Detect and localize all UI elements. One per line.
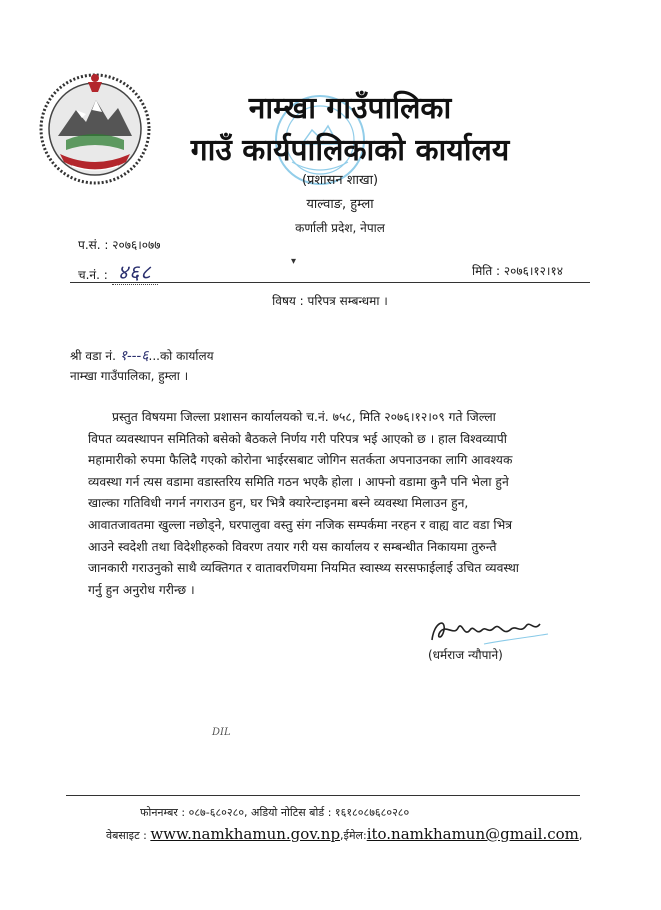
header-divider [70, 282, 590, 283]
body-line: गर्नु हुन अनुरोध गरीन्छ । [88, 582, 195, 597]
margin-note: DIL [212, 727, 231, 738]
date-label: मिति : [472, 264, 501, 278]
date-value: २०७६।१२।१४ [503, 264, 563, 278]
footer-divider [66, 795, 580, 796]
nepal-government-emblem [36, 70, 154, 188]
letter-date [472, 262, 563, 279]
dispatch-number-reference [78, 258, 158, 285]
office-name: गाउँ कार्यपालिकाको कार्यालय [190, 133, 510, 168]
cn-value-handwritten: ४६८ [112, 260, 158, 285]
province-country: कर्णाली प्रदेश, नेपाल [295, 221, 385, 235]
scan-mark: ▾ [291, 256, 297, 267]
addressee-suffix: ...को कार्यालय [148, 349, 214, 363]
footer-trailing-comma: , [578, 829, 583, 842]
office-location: याल्वाङ, हुम्ला [306, 197, 374, 212]
ps-value: २०७६।०७७ [112, 238, 161, 252]
addressee-line-2: नाम्खा गाउँपालिका, हुम्ला । [70, 369, 189, 383]
letter-subject: विषय : परिपत्र सम्बन्धमा । [272, 294, 388, 308]
ps-label: प.सं. : [78, 238, 109, 252]
body-line: विपत व्यवस्थापन समितिको बसेको बैठकले निर्णय गरी परिपत्र भई आएको छ । हाल विश्वव्यापी [88, 431, 507, 446]
body-line: व्यवस्था गर्न त्यस वडामा वडास्तरिय समिति गठन भएकै होला । आफ्नो वडामा कुनै पनि भेला हुने [88, 474, 509, 489]
body-line: आउने स्वदेशी तथा विदेशीहरुको विवरण तयार गरी यस कार्यालय र सम्बन्धीत निकायमा तुरुन्तै [88, 539, 497, 554]
email-link[interactable]: ito.namkhamun@gmail.com [366, 825, 579, 843]
signature [424, 610, 554, 650]
municipality-name: नाम्खा गाउँपालिका [248, 91, 452, 126]
body-line: प्रस्तुत विषयमा जिल्ला प्रशासन कार्यालयको च.नं. ७५८, मिति २०७६।१२।०९ गते जिल्ला [112, 410, 496, 424]
addressee-prefix: श्री वडा नं. [70, 349, 116, 363]
ward-number-handwritten: १---६ [119, 348, 149, 364]
footer-contact-numbers: फोननम्बर : ०८७-६८०२८०, अडियो नोटिस बोर्ड : १६१८०८७६८०२८० [140, 806, 410, 819]
cn-label: च.नं. : [78, 268, 108, 282]
branch-name: (प्रशासन शाखा) [301, 173, 379, 188]
footer-web-email [106, 825, 582, 843]
body-line: खाल्का गतिविधी नगर्न नगराउन हुन, घर भित्रै क्यारेन्टाइनमा बस्ने व्यवस्था मिलाउन हुन, [88, 496, 469, 511]
signer-name: (धर्मराज न्यौपाने) [428, 648, 503, 662]
body-line: आवातजावतमा खुल्ला नछोड्ने, घरपालुवा वस्तु संग नजिक सम्पर्कमा नरहन र वाह्य वाट वडा भित्र [88, 517, 513, 532]
email-label: ,ईमेल: [340, 829, 367, 842]
website-label: वेबसाइट : [106, 829, 147, 842]
fiscal-year-reference [78, 236, 160, 253]
body-line: जानकारी गराउनुको साथै व्यक्तिगत र वातावरणियमा नियमित स्वास्थ्य सरसफाईलाई उचित व्यवस्था [88, 561, 519, 576]
addressee-line-1 [70, 346, 214, 365]
body-line: महामारीको रुपमा फैलिदै गएको कोरोना भाईरसबाट जोगिन सतर्कता अपनाउनका लागि आवश्यक [88, 453, 513, 468]
website-link[interactable]: www.namkhamun.gov.np [150, 825, 341, 843]
letter-body [88, 407, 594, 601]
